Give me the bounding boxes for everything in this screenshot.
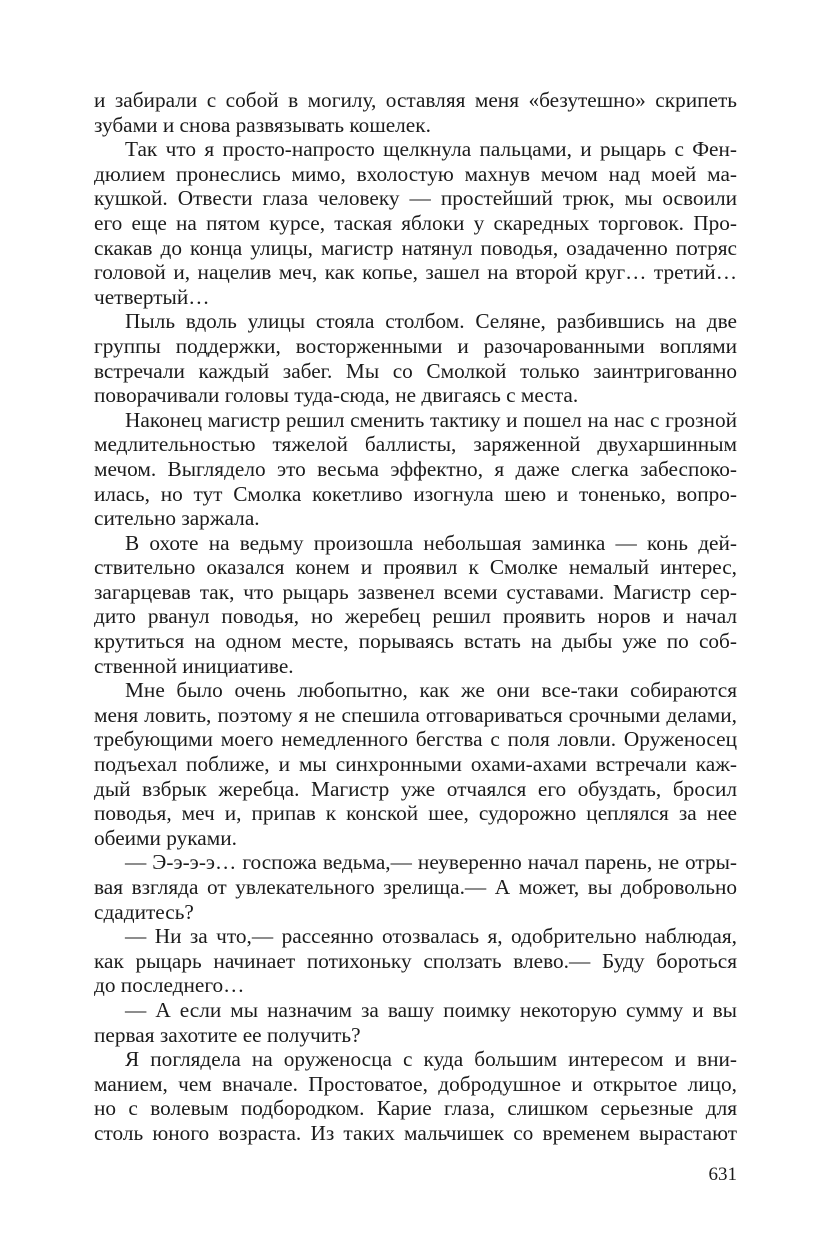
text-line: Наконец магистр решил сменить тактику и пошел на нас с грозной [125, 407, 737, 432]
text-line: но с волевым подбородком. Карие глаза, слишком серьезные для [94, 1096, 737, 1121]
text-line: кушкой. Отвести глаза человеку — простейший трюк, мы освоили [94, 186, 737, 211]
text-line: как рыцарь начинает потихоньку сползать влево.— Буду бороться [94, 948, 737, 973]
text-line: Так что я просто-напросто щелкнула пальцами, и рыцарь с Фен- [125, 137, 737, 162]
text-line: до последнего… [94, 973, 245, 998]
text-line: манием, чем вначале. Простоватое, добродушное и открытое лицо, [94, 1071, 737, 1096]
text-line: поводья, меч и, припав к конской шее, судорожно цеплялся за нее [94, 801, 737, 826]
text-line: — А если мы назначим за вашу поимку некоторую сумму и вы [125, 997, 737, 1022]
text-line: меня ловить, поэтому я не спешила отговариваться срочными делами, [94, 702, 737, 727]
body-text [94, 88, 737, 1146]
text-line: дюлием пронеслись мимо, вхолостую махнув мечом над моей ма- [94, 161, 737, 186]
text-line: дый взбрык жеребца. Магистр уже отчаялся его обуздать, бросил [94, 776, 737, 801]
text-line: сительно заржала. [94, 506, 260, 531]
text-line: сдадитесь? [94, 899, 194, 924]
text-line: четвертый… [94, 284, 210, 309]
text-line: подъехал поближе, и мы синхронными охами-ахами встречали каж- [94, 752, 737, 777]
text-line: Пыль вдоль улицы стояла столбом. Селяне, разбившись на две [125, 309, 737, 334]
text-line: зубами и снова развязывать кошелек. [94, 112, 431, 137]
text-line: В охоте на ведьму произошла небольшая заминка — конь дей- [125, 530, 737, 555]
text-line: — Ни за что,— рассеянно отозвалась я, одобрительно наблюдая, [125, 924, 737, 949]
text-line: вая взгляда от увлекательного зрелища.— А может, вы добровольно [94, 875, 737, 899]
text-line: его еще на пятом курсе, таская яблоки у скаредных торговок. Про- [94, 210, 737, 235]
page-number: 631 [708, 1164, 737, 1185]
text-line: илась, но тут Смолка кокетливо изогнула шею и тоненько, вопро- [94, 481, 737, 506]
text-line: Я поглядела на оруженосца с куда большим интересом и вни- [125, 1047, 737, 1072]
text-line: Мне было очень любопытно, как же они все-таки собираются [125, 678, 737, 703]
text-line: крутиться на одном месте, порываясь встать на дыбы уже по соб- [94, 629, 737, 654]
text-line: обеими руками. [94, 825, 237, 850]
text-line: скакав до конца улицы, магистр натянул поводья, озадаченно потряс [94, 235, 737, 260]
text-line: дито рванул поводья, но жеребец решил проявить норов и начал [94, 604, 737, 629]
text-line: ственной инициативе. [94, 653, 294, 678]
text-line: мечом. Выглядело это весьма эффектно, я даже слегка забеспоко- [94, 456, 737, 481]
text-line: ствительно оказался конем и проявил к Смолке немалый интерес, [94, 555, 737, 580]
text-line: поворачивали головы туда-сюда, не двигаясь с места. [94, 383, 579, 408]
text-line: столь юного возраста. Из таких мальчишек со временем вырастают [94, 1120, 737, 1145]
text-line: группы поддержки, восторженными и разочарованными воплями [94, 333, 737, 358]
text-line: загарцевав так, что рыцарь зазвенел всеми суставами. Магистр сер- [94, 579, 737, 604]
text-line: первая захотите ее получить? [94, 1022, 361, 1047]
text-line: — Э-э-э-э… госпожа ведьма,— неуверенно начал парень, не отры- [125, 850, 737, 875]
text-line: и забирали с собой в могилу, оставляя меня «безутешно» скрипеть [94, 88, 737, 112]
text-line: встречали каждый забег. Мы со Смолкой только заинтригованно [94, 358, 737, 383]
text-line: головой и, нацелив меч, как копье, зашел на второй круг… третий… [94, 260, 737, 285]
text-line: медлительностью тяжелой баллисты, заряженной двухаршинным [94, 432, 737, 457]
text-line: требующими моего немедленного бегства с поля ловли. Оруженосец [94, 727, 737, 752]
